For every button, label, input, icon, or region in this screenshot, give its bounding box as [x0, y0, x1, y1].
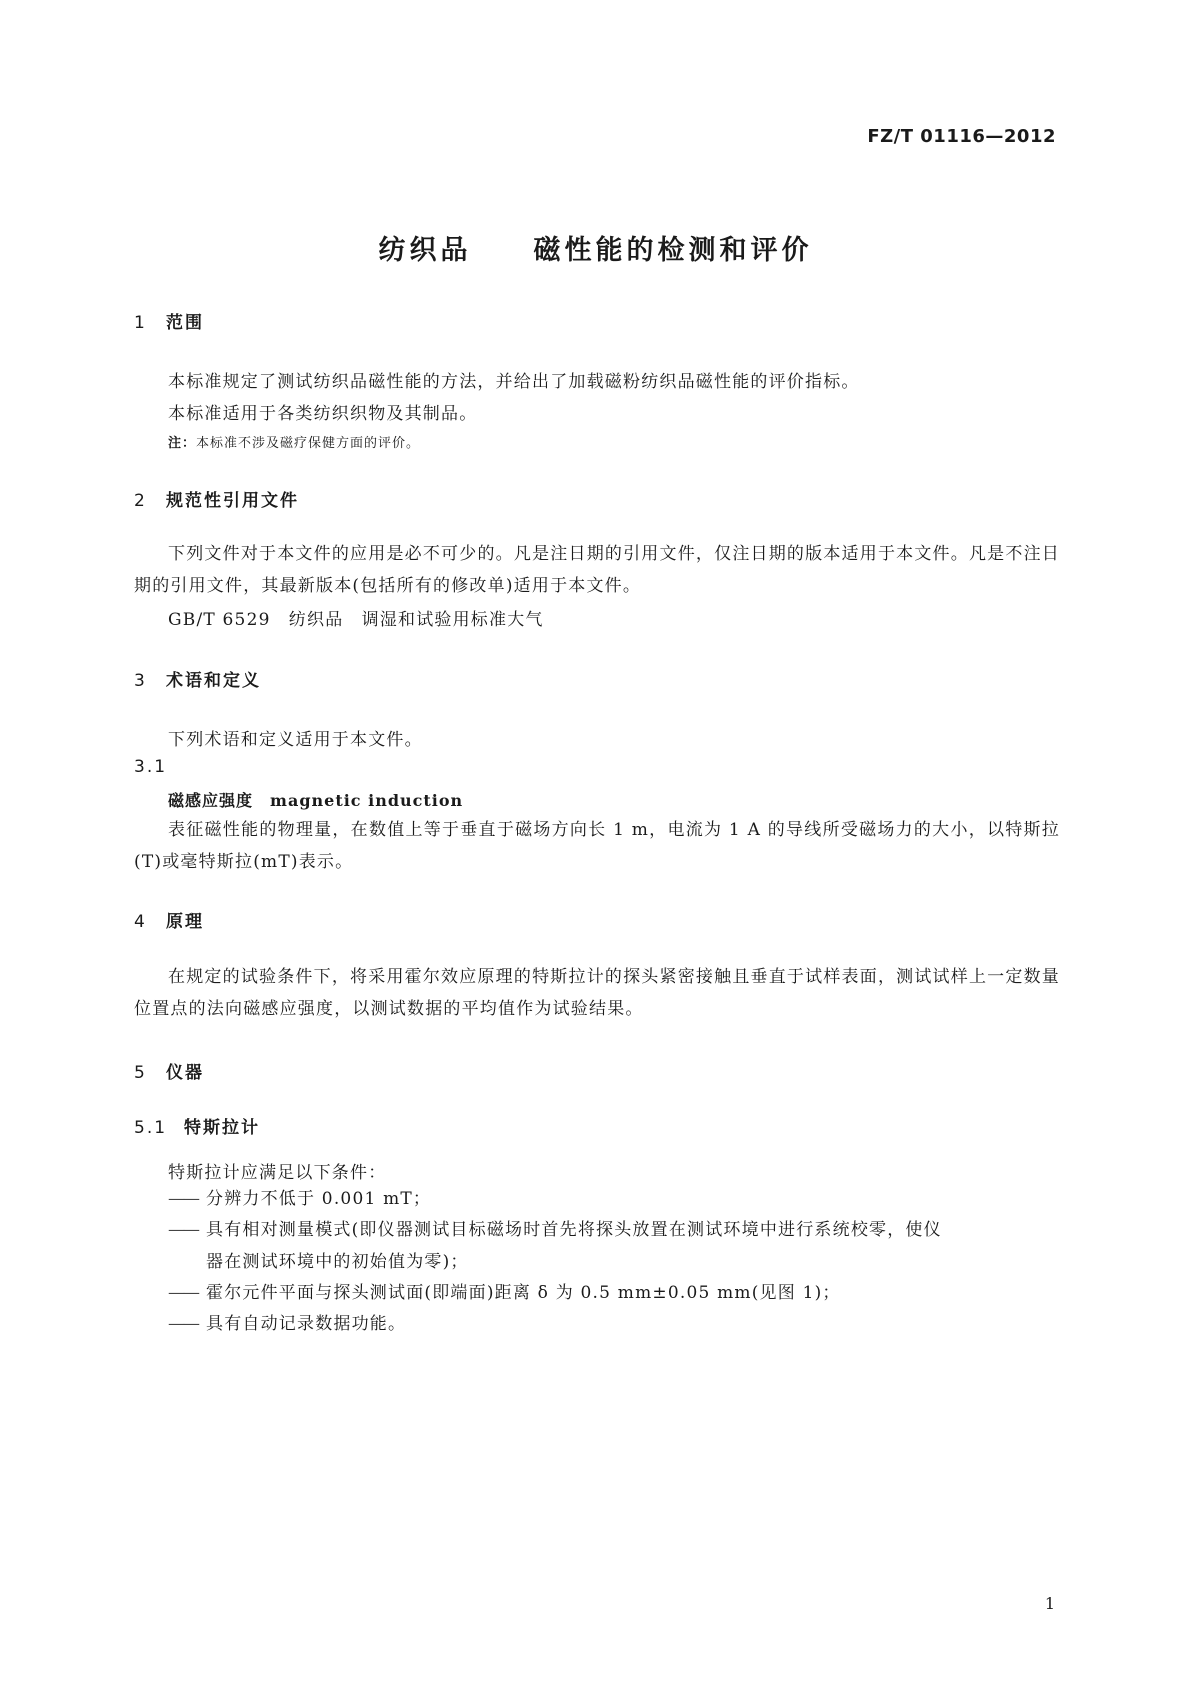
- page-number: 1: [1044, 1594, 1055, 1613]
- requirement-item: [168, 1277, 1060, 1309]
- term-number: 3.1: [134, 757, 168, 777]
- section-4-heading: [134, 907, 204, 932]
- section-title: 原理: [166, 912, 204, 932]
- requirement-item: [168, 1214, 1060, 1278]
- section-1-heading: [134, 308, 204, 333]
- requirement-text: 具有相对测量模式(即仪器测试目标磁场时首先将探头放置在测试环境中进行系统校零，使仪: [206, 1220, 942, 1240]
- normative-references-paragraph: 下列文件对于本文件的应用是必不可少的。凡是注日期的引用文件，仅注日期的版本适用于本文件。凡是不注日期的引用文件，其最新版本(包括所有的修改单)适用于本文件。: [134, 544, 1060, 596]
- section-number: 5: [134, 1063, 147, 1083]
- requirement-text: 分辨力不低于 0.001 mT；: [206, 1189, 432, 1209]
- term-name: [168, 788, 463, 811]
- term-name-cn: 磁感应强度: [168, 791, 254, 810]
- section-5-heading: [134, 1058, 204, 1083]
- subsection-number: 5.1: [134, 1118, 168, 1138]
- dash-marker: ——: [168, 1283, 198, 1303]
- terms-intro-paragraph: 下列术语和定义适用于本文件。: [168, 730, 423, 750]
- section-number: 1: [134, 313, 147, 333]
- term-name-en: magnetic induction: [270, 791, 464, 810]
- subsection-title: 特斯拉计: [184, 1118, 260, 1138]
- dash-marker: ——: [168, 1220, 198, 1240]
- requirement-item: [168, 1183, 1060, 1215]
- section-title: 规范性引用文件: [166, 491, 299, 511]
- document-title: 纺织品 磁性能的检测和评价: [378, 235, 813, 266]
- section-title: 范围: [166, 313, 204, 333]
- scope-paragraph-1: 本标准规定了测试纺织品磁性能的方法，并给出了加载磁粉纺织品磁性能的评价指标。: [168, 372, 860, 392]
- term-definition: 表征磁性能的物理量，在数值上等于垂直于磁场方向长 1 m，电流为 1 A 的导线所受磁场力的大小，以特斯拉(T)或毫特斯拉(mT)表示。: [134, 820, 1060, 872]
- scope-paragraph-2: 本标准适用于各类纺织织物及其制品。: [168, 404, 478, 424]
- subsection-5-1-heading: [134, 1113, 260, 1138]
- note-text: 本标准不涉及磁疗保健方面的评价。: [196, 436, 421, 451]
- section-number: 4: [134, 912, 147, 932]
- reference-gbt-6529: GB/T 6529 纺织品 调湿和试验用标准大气: [168, 610, 544, 630]
- section-2-heading: [134, 486, 299, 511]
- section-title: 仪器: [166, 1063, 204, 1083]
- principle-paragraph: 在规定的试验条件下，将采用霍尔效应原理的特斯拉计的探头紧密接触且垂直于试样表面，测试试样上一定数量位置点的法向磁感应强度，以测试数据的平均值作为试验结果。: [134, 967, 1060, 1019]
- note-label: 注：: [168, 436, 197, 451]
- requirement-text-continued: 器在测试环境中的初始值为零)；: [206, 1252, 469, 1272]
- requirement-text: 具有自动记录数据功能。: [206, 1314, 407, 1334]
- scope-note: [168, 432, 420, 451]
- tesla-meter-intro: 特斯拉计应满足以下条件：: [168, 1163, 387, 1183]
- section-3-heading: [134, 666, 261, 691]
- requirement-item: [168, 1308, 1060, 1340]
- standard-code: FZ/T 01116—2012: [867, 126, 1056, 147]
- requirement-text: 霍尔元件平面与探头测试面(即端面)距离 δ 为 0.5 mm±0.05 mm(见图 1)；: [206, 1283, 841, 1303]
- section-number: 2: [134, 491, 147, 511]
- dash-marker: ——: [168, 1189, 198, 1209]
- dash-marker: ——: [168, 1314, 198, 1334]
- section-number: 3: [134, 671, 147, 691]
- section-title: 术语和定义: [166, 671, 261, 691]
